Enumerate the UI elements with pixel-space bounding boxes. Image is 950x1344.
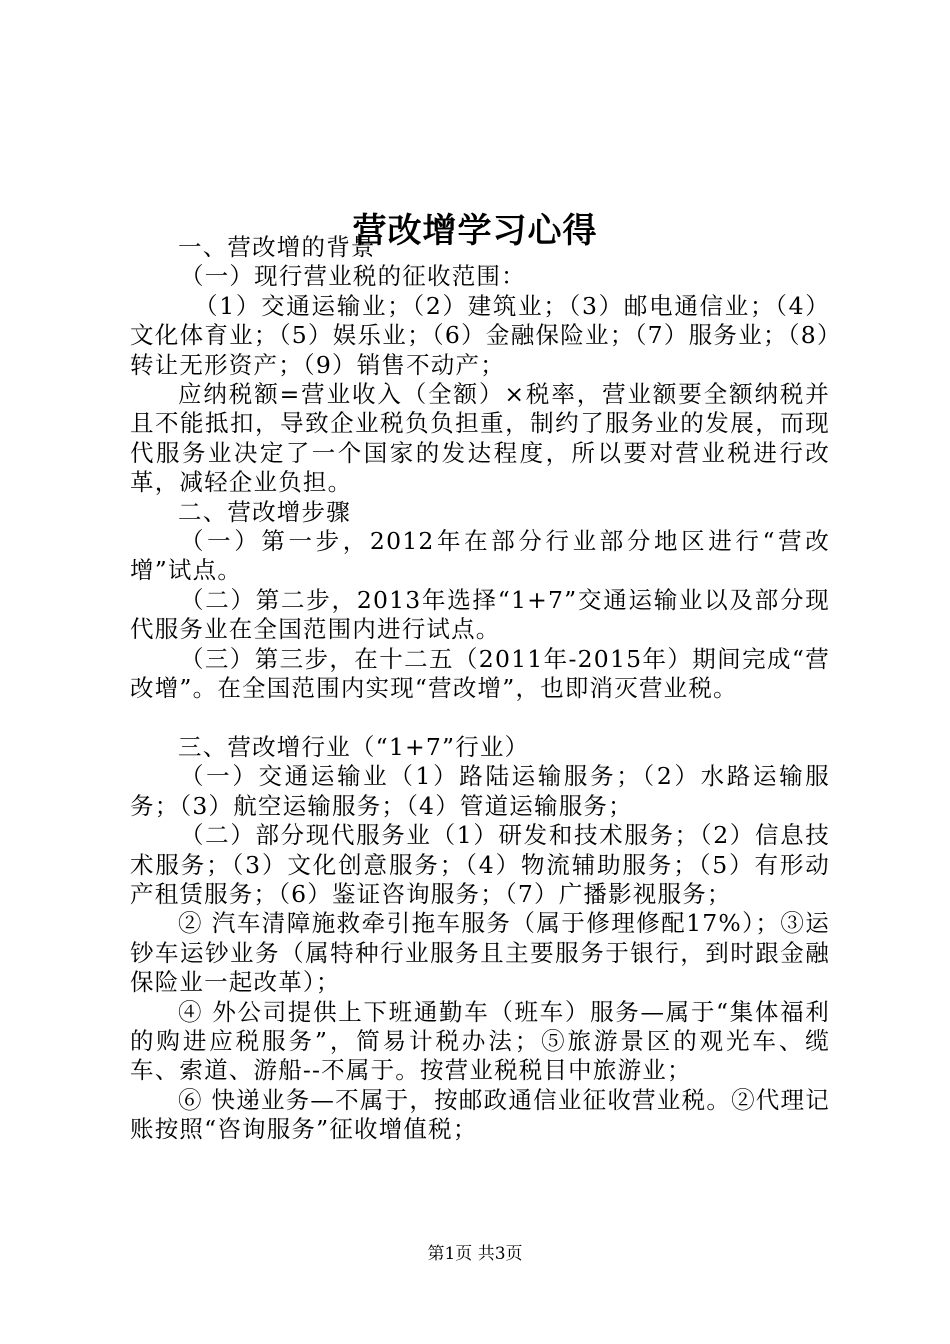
paragraph-transport-industry: （一）交通运输业（1）路陆运输服务；（2）水路运输服务；（3）航空运输服务；（4）管道运输服务； bbox=[130, 762, 830, 820]
paragraph-tax-scope-list: （1）交通运输业；（2）建筑业；（3）邮电通信业；（4）文化体育业；（5）娱乐业；（6）金融保险业；（7）服务业；（8）转让无形资产；（9）销售不动产； bbox=[130, 291, 830, 379]
section-heading-steps: 二、营改增步骤 bbox=[178, 497, 351, 526]
section-heading-industries: 三、营改增行业（“1+7”行业） bbox=[178, 732, 530, 761]
paragraph-spacer bbox=[130, 704, 830, 733]
paragraph-note-shuttle: ④ 外公司提供上下班通勤车（班车）服务—属于“集体福利的购进应税服务”，简易计税办法；⑤旅游景区的观光车、缆车、索道、游船--不属于。按营业税税目中旅游业； bbox=[130, 997, 830, 1085]
paragraph-step-three: （三）第三步，在十二五（2011年-2015年）期间完成“营改增”。在全国范围内实现“营改增”，也即消灭营业税。 bbox=[130, 644, 830, 703]
paragraph-step-two: （二）第二步，2013年选择“1+7”交通运输业以及部分现代服务业在全国范围内进行试点。 bbox=[130, 585, 830, 644]
paragraph-step-one: （一）第一步，2012年在部分行业部分地区进行“营改增”试点。 bbox=[130, 527, 830, 585]
subsection-heading-scope: （一）现行营业税的征收范围： bbox=[180, 262, 526, 291]
paragraph-note-express: ⑥ 快递业务—不属于，按邮政通信业征收营业税。②代理记账按照“咨询服务”征收增值税； bbox=[130, 1085, 830, 1144]
page-title: 营改增学习心得 bbox=[352, 210, 598, 251]
paragraph-note-towing: ② 汽车清障施救牵引拖车服务（属于修理修配17%）；③运钞车运钞业务（属特种行业服务且主要服务于银行，到时跟金融保险业一起改革）； bbox=[130, 909, 830, 997]
document-body bbox=[130, 233, 830, 1145]
paragraph-tax-formula: 应纳税额=营业收入（全额）×税率，营业额要全额纳税并且不能抵扣，导致企业税负负担重，制约了服务业的发展，而现代服务业决定了一个国家的发达程度，所以要对营业税进行改革，减轻企业负担。 bbox=[130, 380, 830, 497]
section-heading-background: 一、营改增的背景 bbox=[178, 233, 376, 261]
paragraph-modern-services: （二）部分现代服务业（1）研发和技术服务；（2）信息技术服务；（3）文化创意服务；（4）物流辅助服务；（5）有形动产租赁服务；（6）鉴证咨询服务；（7）广播影视服务； bbox=[130, 821, 830, 908]
page-number-footer: 第1页 共3页 bbox=[427, 1244, 523, 1264]
